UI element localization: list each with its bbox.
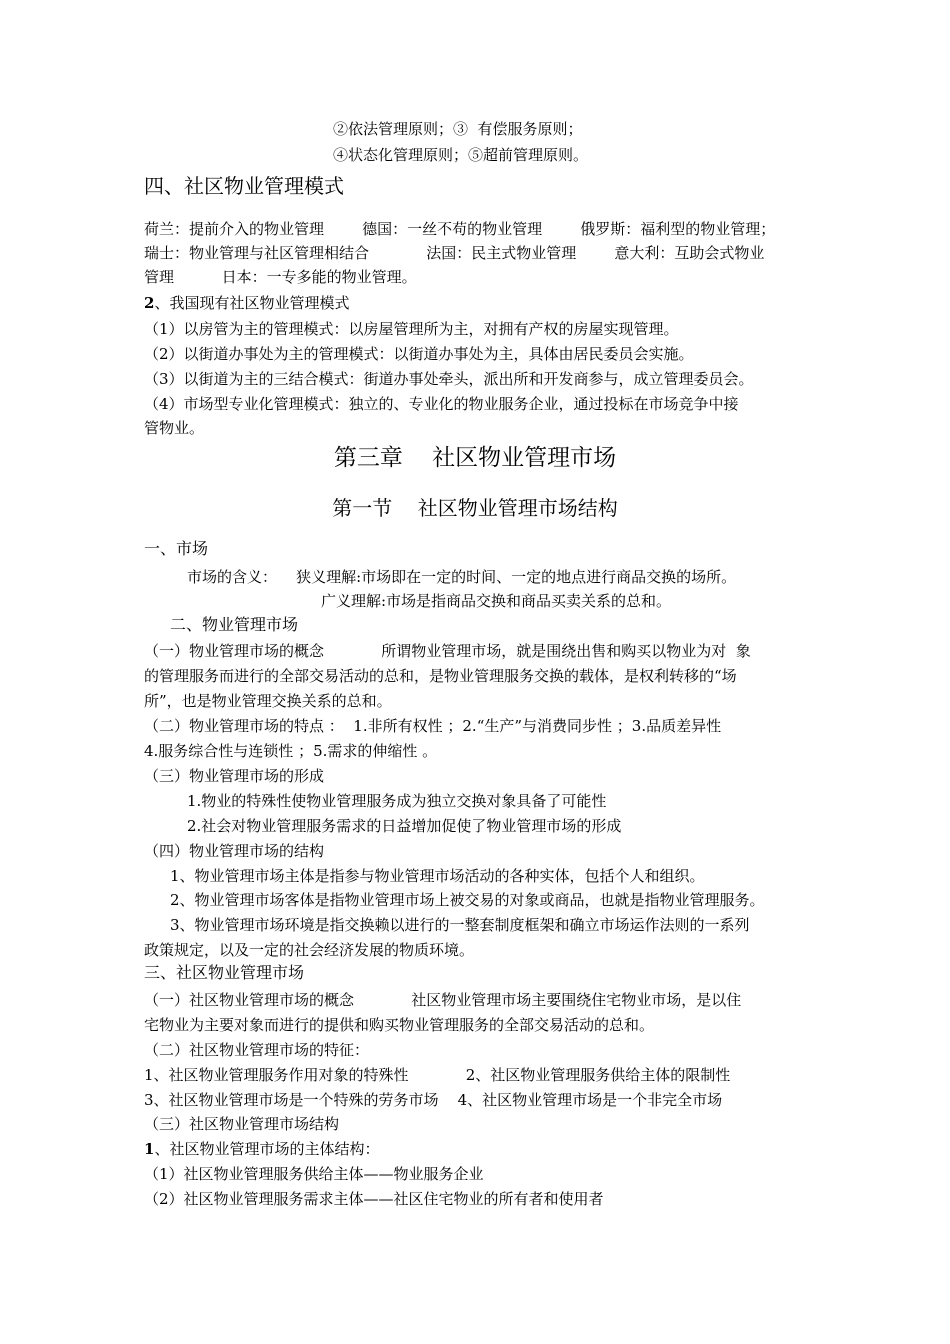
body-line: 宅物业为主要对象而进行的提供和购买物业管理服务的全部交易活动的总和。 (144, 1016, 655, 1034)
body-line: （二）社区物业管理市场的特征： (144, 1041, 370, 1059)
body-line: 3、物业管理市场环境是指交换赖以进行的一整套制度框架和确立市场运作法则的一系列 (170, 916, 750, 934)
body-line: 2、物业管理市场客体是指物业管理市场上被交易的对象或商品，也就是指物业管理服务。 (170, 891, 765, 909)
body-line: （3）以街道为主的三结合模式：街道办事处牵头，派出所和开发商参与，成立管理委员会。 (144, 370, 754, 388)
body-line: （一）物业管理市场的概念 所谓物业管理市场，就是围绕出售和购买以物业为对 象 (144, 642, 751, 660)
body-line: 3、社区物业管理市场是一个特殊的劳务市场 4、社区物业管理市场是一个非完全市场 (144, 1091, 723, 1109)
body-line: （2）社区物业管理服务需求主体——社区住宅物业的所有者和使用者 (144, 1190, 604, 1208)
body-line: 2.社会对物业管理服务需求的日益增加促使了物业管理市场的形成 (187, 817, 622, 835)
body-line: 1.物业的特殊性使物业管理服务成为独立交换对象具备了可能性 (187, 792, 607, 810)
subheading-text: 、我国现有社区物业管理模式 (154, 294, 350, 312)
chapter-title: 第三章 社区物业管理市场 (333, 445, 617, 471)
subheading-number: 2 (144, 294, 155, 312)
principle-line-1: ②依法管理原则；③ 有偿服务原则； (333, 120, 583, 138)
body-line: 荷兰：提前介入的物业管理 德国：一丝不苟的物业管理 俄罗斯：福利型的物业管理； (144, 220, 776, 238)
section-title: 第一节 社区物业管理市场结构 (332, 496, 618, 520)
body-line: （1）社区物业管理服务供给主体——物业服务企业 (144, 1165, 484, 1183)
body-line: 瑞士：物业管理与社区管理相结合 法国：民主式物业管理 意大利：互助会式物业 (144, 244, 765, 262)
subheading-number: 1 (144, 1140, 155, 1158)
body-line: 的管理服务而进行的全部交易活动的总和，是物业管理服务交换的载体，是权利转移的“场 (144, 667, 737, 685)
subheading-subject-structure (144, 1138, 379, 1160)
body-line: 1、物业管理市场主体是指参与物业管理市场活动的各种实体，包括个人和组织。 (170, 867, 705, 885)
body-line: 市场的含义： 狭义理解:市场即在一定的时间、一定的地点进行商品交换的场所。 (187, 568, 737, 586)
body-line: （1）以房管为主的管理模式：以房屋管理所为主，对拥有产权的房屋实现管理。 (144, 320, 679, 338)
body-line: （三）物业管理市场的形成 (144, 767, 325, 785)
body-line: （4）市场型专业化管理模式：独立的、专业化的物业服务企业，通过投标在市场竞争中接 (144, 395, 739, 413)
section-heading-mode: 四、社区物业管理模式 (144, 174, 344, 198)
body-line: （四）物业管理市场的结构 (144, 842, 325, 860)
subheading-text: 、社区物业管理市场的主体结构： (154, 1140, 380, 1158)
body-line: （二）物业管理市场的特点 ： 1.非所有权性 ；2.“生产”与消费同步性 ；3.品质差异性 (144, 717, 722, 735)
heading-market: 一、市场 (144, 539, 209, 558)
body-line: 所”，也是物业管理交换关系的总和。 (144, 692, 392, 710)
body-line: 4.服务综合性与连锁性 ；5.需求的伸缩性 。 (144, 742, 438, 760)
body-line: 政策规定，以及一定的社会经济发展的物质环境。 (144, 941, 475, 959)
body-line: （三）社区物业管理市场结构 (144, 1115, 340, 1133)
body-line: 管理 日本：一专多能的物业管理。 (144, 268, 417, 286)
body-line: 管物业。 (144, 419, 205, 437)
heading-community-market: 三、社区物业管理市场 (144, 963, 305, 982)
body-line: 1、社区物业管理服务作用对象的特殊性 2、社区物业管理服务供给主体的限制性 (144, 1066, 731, 1084)
body-line: 广义理解:市场是指商品交换和商品买卖关系的总和。 (321, 592, 672, 610)
heading-pm-market: 二、物业管理市场 (170, 615, 299, 634)
body-line: （2）以街道办事处为主的管理模式：以街道办事处为主，具体由居民委员会实施。 (144, 345, 694, 363)
body-line: （一）社区物业管理市场的概念 社区物业管理市场主要围绕住宅物业市场，是以住 (144, 991, 742, 1009)
principle-line-2: ④状态化管理原则；⑤超前管理原则。 (333, 146, 589, 164)
subheading-current-modes (144, 292, 349, 314)
